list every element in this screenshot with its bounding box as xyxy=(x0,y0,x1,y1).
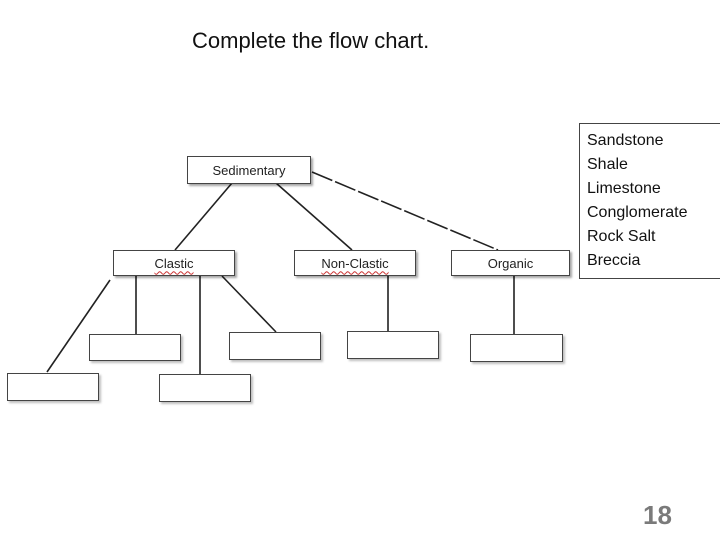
node-sedimentary xyxy=(187,156,311,184)
node-non-clastic-label: Non-Clastic xyxy=(321,255,389,271)
node-organic xyxy=(451,250,570,276)
blank-answer-box[interactable] xyxy=(7,373,99,401)
connector-clastic-blank-4 xyxy=(222,276,276,332)
node-sedimentary-label: Sedimentary xyxy=(212,162,286,178)
node-organic-label: Organic xyxy=(487,255,534,271)
word-bank-item: Breccia xyxy=(587,252,641,269)
connector-sedimentary-nonclastic xyxy=(276,183,352,250)
word-bank-item: Limestone xyxy=(587,180,661,197)
word-bank-item: Conglomerate xyxy=(587,204,688,221)
node-clastic xyxy=(113,250,235,276)
node-non-clastic xyxy=(294,250,416,276)
word-bank-item: Rock Salt xyxy=(587,228,656,245)
connector-sedimentary-clastic xyxy=(175,183,232,250)
page-number: 18 xyxy=(643,500,672,530)
word-bank-item: Sandstone xyxy=(587,132,664,149)
blank-answer-box[interactable] xyxy=(470,334,563,362)
word-bank xyxy=(579,123,720,279)
blank-answer-box[interactable] xyxy=(347,331,439,359)
blank-answer-box[interactable] xyxy=(229,332,321,360)
blank-answer-box[interactable] xyxy=(89,334,181,361)
blank-answer-box[interactable] xyxy=(159,374,251,402)
word-bank-item: Shale xyxy=(587,156,628,173)
node-clastic-label: Clastic xyxy=(154,255,194,271)
slide-title: Complete the flow chart. xyxy=(192,28,430,53)
